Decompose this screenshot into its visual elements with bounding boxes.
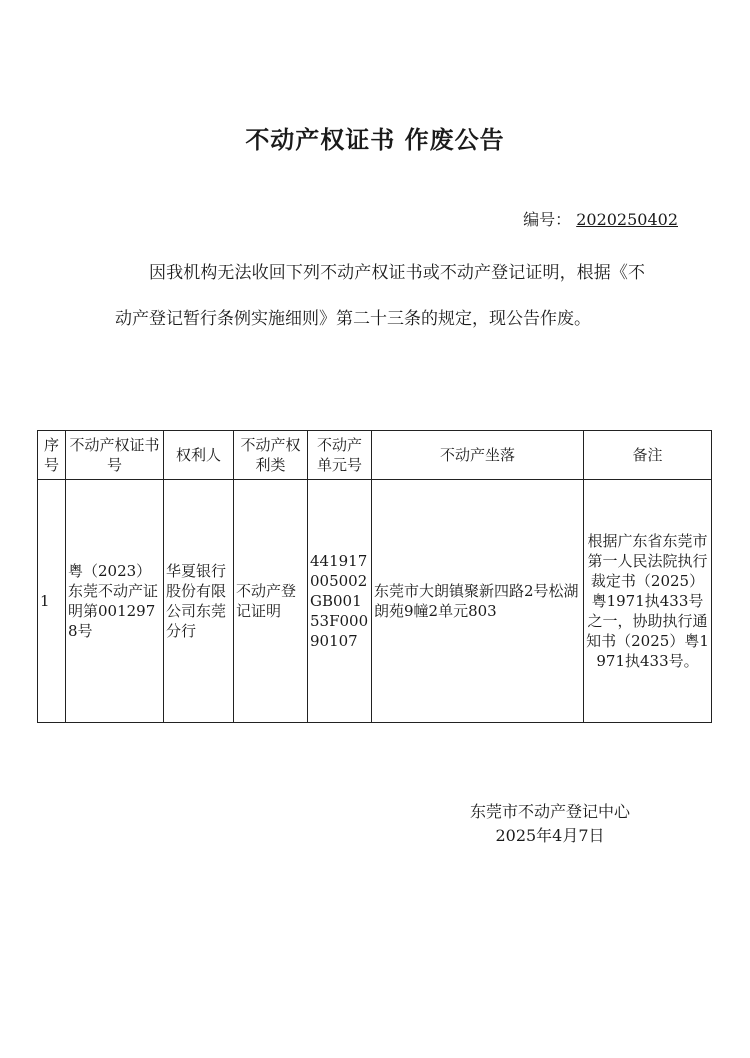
header-holder: 权利人: [164, 431, 234, 480]
cell-right-type: 不动产登记证明: [234, 480, 308, 723]
signature-block: [420, 800, 680, 848]
header-location: 不动产坐落: [372, 431, 584, 480]
header-remarks: 备注: [584, 431, 712, 480]
table-header-row: [38, 431, 712, 480]
issue-date: 2025年4月7日: [495, 826, 605, 845]
document-number-label: 编号：: [523, 210, 572, 229]
issuer-name: 东莞市不动产登记中心: [469, 802, 630, 821]
cell-location: 东莞市大朗镇聚新四路2号松湖朗苑9幢2单元803: [372, 480, 584, 723]
header-seq: 序号: [38, 431, 66, 480]
cell-unit-no: 441917005002GB00153F00090107: [308, 480, 372, 723]
table-row: [38, 480, 712, 723]
document-number-value: 2020250402: [576, 210, 678, 229]
cell-remarks: 根据广东省东莞市第一人民法院执行裁定书（2025）粤1971执433号之一，协助执行通知书（2025）粤1971执433号。: [584, 480, 712, 723]
cell-seq: 1: [38, 480, 66, 723]
header-right-type: 不动产权利类: [234, 431, 308, 480]
notice-body: 因我机构无法收回下列不动产权证书或不动产登记证明，根据《不动产登记暂行条例实施细则》第二十三条的规定，现公告作废。: [115, 263, 645, 329]
page-title: 不动产权证书 作废公告: [245, 126, 505, 154]
cell-holder: 华夏银行股份有限公司东莞分行: [164, 480, 234, 723]
document-number: [523, 207, 678, 230]
void-certificate-table: [37, 430, 712, 723]
cell-cert-no: 粤（2023）东莞不动产证明第0012978号: [66, 480, 164, 723]
header-unit-no: 不动产单元号: [308, 431, 372, 480]
header-cert-no: 不动产权证书号: [66, 431, 164, 480]
